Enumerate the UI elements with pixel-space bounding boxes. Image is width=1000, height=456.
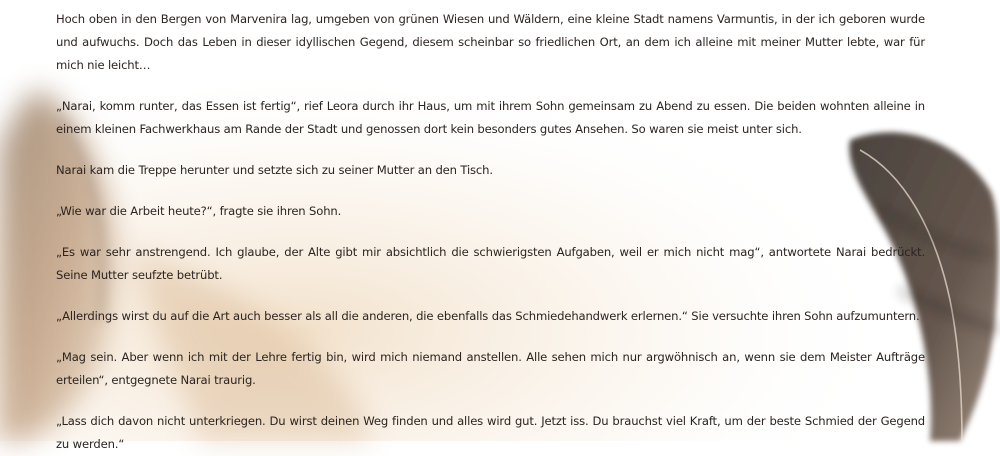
paragraph-narai-doubts: „Mag sein. Aber wenn ich mit der Lehre fertig bin, wird mich niemand anstellen. Alle sehen mich nur argwöhnisch an, wenn sie dem Meister Aufträge erteilen“, entgegnete Narai traurig.	[56, 350, 925, 387]
paragraph-narai-sits: Narai kam die Treppe herunter und setzte sich zu seiner Mutter an den Tisch.	[56, 163, 493, 177]
paragraph-narai-answer: „Es war sehr anstrengend. Ich glaube, der Alte gibt mir absichtlich die schwierigsten Aufgaben, weil er mich nicht mag“, antwortete Narai bedrückt. Seine Mutter seufzte betrübt.	[56, 245, 925, 282]
paragraph-intro: Hoch oben in den Bergen von Marvenira lag, umgeben von grünen Wiesen und Wäldern, eine kleine Stadt namens Varmuntis, in der ich geboren wurde und aufwuchs. Doch das Leben in dieser idyllischen Gegend, diesem scheinbar so friedlichen Ort, an dem ich alleine mit meiner Mutter lebte, war für mich nie leicht…	[56, 12, 925, 72]
paragraph-mother-encourages: „Allerdings wirst du auf die Art auch besser als all die anderen, die ebenfalls das Schmiedehandwerk erlernen.“ Sie versuchte ihren Sohn aufzumuntern.	[56, 309, 920, 323]
paragraph-leora-calls: „Narai, komm runter, das Essen ist fertig“, rief Leora durch ihr Haus, um mit ihrem Sohn gemeinsam zu Abend zu essen. Die beiden wohnten alleine in einem kleinen Fachwerkhaus am Rande der Stadt und genossen dort kein besonders gutes Ansehen. So waren sie meist unter sich.	[56, 99, 925, 136]
paragraph-question: „Wie war die Arbeit heute?“, fragte sie ihren Sohn.	[56, 204, 342, 218]
paragraph-mother-reassures: „Lass dich davon nicht unterkriegen. Du wirst deinen Weg finden und alles wird gut. Jetzt iss. Du brauchst viel Kraft, um der beste Schmied der Gegend zu werden.“	[56, 414, 925, 451]
story-text	[56, 8, 925, 456]
